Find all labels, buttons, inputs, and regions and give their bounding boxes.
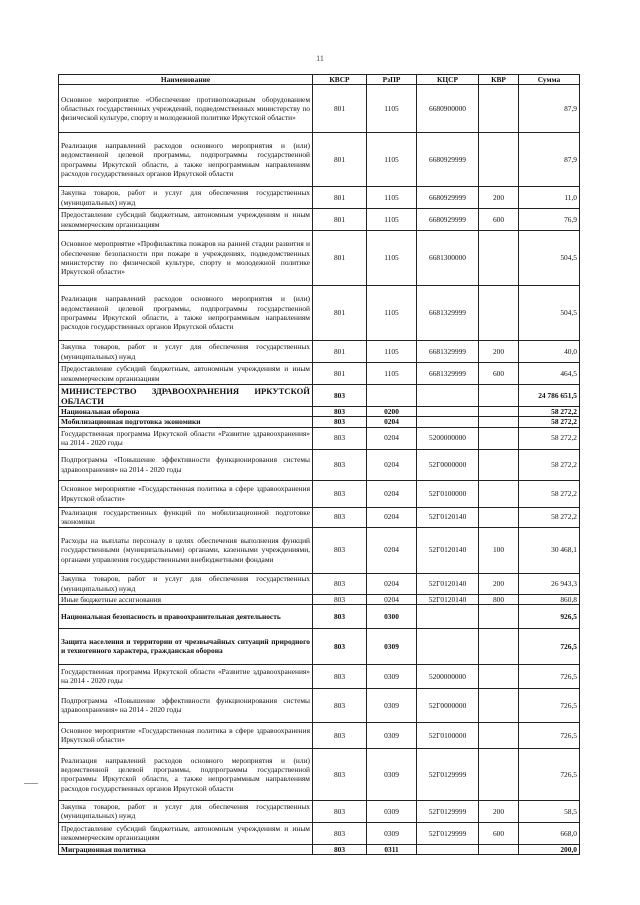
cell-sum: 726,5 <box>519 628 580 664</box>
cell-sum: 58 272,2 <box>519 427 580 449</box>
cell-kvsr: 803 <box>313 664 367 688</box>
table-body <box>59 85 580 855</box>
cell-name: Закупка товаров, работ и услуг для обеспечения государственных (муниципальных) нужд <box>59 800 313 822</box>
cell-rzpr: 0309 <box>367 748 417 800</box>
cell-sum: 504,5 <box>519 286 580 341</box>
cell-kvr <box>479 449 519 480</box>
cell-kvr <box>479 286 519 341</box>
cell-kvsr: 801 <box>313 363 367 385</box>
cell-kvr <box>479 385 519 407</box>
cell-rzpr: 1105 <box>367 187 417 209</box>
cell-kvsr: 803 <box>313 449 367 480</box>
cell-rzpr: 1105 <box>367 209 417 231</box>
cell-kvsr: 803 <box>313 407 367 417</box>
table-row <box>59 187 580 209</box>
table-row <box>59 800 580 822</box>
cell-kvr <box>479 664 519 688</box>
cell-rzpr: 1105 <box>367 363 417 385</box>
cell-kcsr <box>417 407 479 417</box>
table-row <box>59 133 580 187</box>
cell-sum: 464,5 <box>519 363 580 385</box>
cell-kvsr: 803 <box>313 844 367 854</box>
column-header-name: Наименование <box>59 75 313 85</box>
cell-kcsr: 6681329999 <box>417 341 479 363</box>
table-row <box>59 363 580 385</box>
table-row <box>59 844 580 854</box>
cell-name: Национальная безопасность и правоохранительная деятельность <box>59 604 313 628</box>
cell-name: Государственная программа Иркутской области «Развитие здравоохранения» на 2014 - 2020 годы <box>59 427 313 449</box>
table-row <box>59 231 580 286</box>
column-header-kcsr: КЦСР <box>417 75 479 85</box>
table-row <box>59 286 580 341</box>
cell-kcsr: 52Г0129999 <box>417 800 479 822</box>
cell-kcsr: 6681300000 <box>417 231 479 286</box>
cell-kvsr: 803 <box>313 594 367 604</box>
cell-sum: 726,5 <box>519 722 580 748</box>
cell-rzpr: 1105 <box>367 231 417 286</box>
column-header-kvr: КВР <box>479 75 519 85</box>
budget-table <box>58 74 580 855</box>
cell-rzpr: 0309 <box>367 722 417 748</box>
cell-name: Реализация направлений расходов основного мероприятия и (или) ведомственной целевой программы, подпрограммы государственной программы Иркутской области, а также непрограммным направлениям расходов государственных органов Иркутской области <box>59 286 313 341</box>
cell-kvr <box>479 722 519 748</box>
cell-sum: 200,0 <box>519 844 580 854</box>
cell-kvr <box>479 231 519 286</box>
cell-sum: 726,5 <box>519 748 580 800</box>
cell-sum: 58,5 <box>519 800 580 822</box>
cell-sum: 58 272,2 <box>519 480 580 507</box>
cell-kvsr: 801 <box>313 133 367 187</box>
cell-kvr: 800 <box>479 594 519 604</box>
cell-kvsr: 801 <box>313 187 367 209</box>
cell-name: Реализация направлений расходов основного мероприятия и (или) ведомственной целевой программы, подпрограммы государственной программы Иркутской области, а также непрограммным направлениям расходов государственных органов Иркутской области <box>59 748 313 800</box>
cell-kcsr: 6680900000 <box>417 85 479 133</box>
cell-rzpr: 0204 <box>367 594 417 604</box>
cell-name: Закупка товаров, работ и услуг для обеспечения государственных (муниципальных) нужд <box>59 573 313 594</box>
cell-rzpr: 0311 <box>367 844 417 854</box>
table-row <box>59 748 580 800</box>
cell-rzpr: 0309 <box>367 688 417 722</box>
cell-kcsr <box>417 385 479 407</box>
cell-kvr <box>479 85 519 133</box>
cell-kvr <box>479 688 519 722</box>
cell-sum: 58 272,2 <box>519 407 580 417</box>
cell-name: Основное мероприятие «Государственная политика в сфере здравоохранения Иркутской области» <box>59 480 313 507</box>
cell-kvsr: 803 <box>313 427 367 449</box>
cell-sum: 726,5 <box>519 664 580 688</box>
table-row <box>59 427 580 449</box>
cell-kvsr: 801 <box>313 85 367 133</box>
cell-sum: 504,5 <box>519 231 580 286</box>
table-row <box>59 417 580 427</box>
cell-kcsr: 52Г0129999 <box>417 822 479 844</box>
cell-name: Иные бюджетные ассигнования <box>59 594 313 604</box>
cell-kvsr: 803 <box>313 722 367 748</box>
cell-kvr: 100 <box>479 527 519 573</box>
table-row <box>59 573 580 594</box>
cell-kvr <box>479 748 519 800</box>
cell-kvr: 600 <box>479 209 519 231</box>
cell-kvr: 200 <box>479 187 519 209</box>
cell-sum: 87,9 <box>519 85 580 133</box>
cell-kvr <box>479 427 519 449</box>
cell-rzpr: 1105 <box>367 85 417 133</box>
cell-name: Закупка товаров, работ и услуг для обеспечения государственных (муниципальных) нужд <box>59 187 313 209</box>
table-row <box>59 688 580 722</box>
cell-kvsr: 801 <box>313 341 367 363</box>
cell-sum: 860,8 <box>519 594 580 604</box>
cell-kvsr: 803 <box>313 480 367 507</box>
cell-kcsr: 6681329999 <box>417 363 479 385</box>
cell-kvr <box>479 628 519 664</box>
table-row <box>59 341 580 363</box>
cell-kvr <box>479 844 519 854</box>
cell-kcsr: 52Г0120140 <box>417 594 479 604</box>
cell-rzpr: 1105 <box>367 286 417 341</box>
cell-kvsr: 801 <box>313 231 367 286</box>
column-header-rzpr: РзПР <box>367 75 417 85</box>
cell-kvsr: 803 <box>313 748 367 800</box>
cell-kvr: 600 <box>479 822 519 844</box>
table-row <box>59 628 580 664</box>
cell-rzpr: 1105 <box>367 133 417 187</box>
cell-sum: 58 272,2 <box>519 507 580 527</box>
cell-sum: 26 943,3 <box>519 573 580 594</box>
cell-rzpr: 0300 <box>367 604 417 628</box>
cell-name: Национальная оборона <box>59 407 313 417</box>
cell-name: Подпрограмма «Повышение эффективности функционирования системы здравоохранения» на 2014 - 2020 годы <box>59 688 313 722</box>
table-row <box>59 722 580 748</box>
cell-kcsr: 5200000000 <box>417 427 479 449</box>
cell-name: Миграционная политика <box>59 844 313 854</box>
table-row <box>59 209 580 231</box>
cell-kcsr: 6680929999 <box>417 187 479 209</box>
cell-kvsr: 803 <box>313 800 367 822</box>
cell-name: Государственная программа Иркутской области «Развитие здравоохранения» на 2014 - 2020 годы <box>59 664 313 688</box>
page-number: 11 <box>316 54 324 63</box>
cell-sum: 58 272,2 <box>519 449 580 480</box>
cell-kcsr: 6680929999 <box>417 209 479 231</box>
table-row <box>59 385 580 407</box>
cell-kcsr: 52Г0000000 <box>417 688 479 722</box>
cell-rzpr: 0204 <box>367 449 417 480</box>
cell-kcsr: 6681329999 <box>417 286 479 341</box>
cell-kvr <box>479 507 519 527</box>
table-row <box>59 480 580 507</box>
cell-rzpr: 0309 <box>367 822 417 844</box>
cell-kvr: 600 <box>479 363 519 385</box>
cell-kvsr: 803 <box>313 573 367 594</box>
cell-kcsr: 52Г0120140 <box>417 527 479 573</box>
cell-kcsr: 52Г0100000 <box>417 480 479 507</box>
table-row <box>59 449 580 480</box>
cell-sum: 30 468,1 <box>519 527 580 573</box>
cell-kvsr: 803 <box>313 688 367 722</box>
cell-name: Основное мероприятие «Государственная политика в сфере здравоохранения Иркутской области» <box>59 722 313 748</box>
cell-rzpr: 0309 <box>367 800 417 822</box>
cell-kvr <box>479 133 519 187</box>
cell-sum: 24 786 651,5 <box>519 385 580 407</box>
table-row <box>59 527 580 573</box>
cell-sum: 40,0 <box>519 341 580 363</box>
cell-kvsr: 803 <box>313 417 367 427</box>
cell-name: Подпрограмма «Повышение эффективности функционирования системы здравоохранения» на 2014 - 2020 годы <box>59 449 313 480</box>
cell-name: Предоставление субсидий бюджетным, автономным учреждениям и иным некоммерческим организациям <box>59 209 313 231</box>
cell-kvr <box>479 604 519 628</box>
cell-kvr: 200 <box>479 573 519 594</box>
cell-rzpr: 0204 <box>367 417 417 427</box>
cell-kvr <box>479 407 519 417</box>
cell-kcsr: 52Г0120140 <box>417 507 479 527</box>
cell-kvsr: 801 <box>313 286 367 341</box>
cell-name: Основное мероприятие «Профилактика пожаров на ранней стадии развития и обеспечение безопасности при пожаре в учреждениях, подведомственных министерству по физической культуре, спорту и молодежной политике Иркутской области» <box>59 231 313 286</box>
cell-name: Предоставление субсидий бюджетным, автономным учреждениям и иным некоммерческим организациям <box>59 822 313 844</box>
cell-kcsr: 52Г0100000 <box>417 722 479 748</box>
cell-kcsr: 52Г0120140 <box>417 573 479 594</box>
cell-name: Мобилизационная подготовка экономики <box>59 417 313 427</box>
cell-rzpr: 0200 <box>367 407 417 417</box>
table-row <box>59 822 580 844</box>
cell-kvr <box>479 480 519 507</box>
cell-sum: 668,0 <box>519 822 580 844</box>
cell-kcsr <box>417 417 479 427</box>
cell-sum: 76,9 <box>519 209 580 231</box>
cell-rzpr <box>367 385 417 407</box>
table-row <box>59 407 580 417</box>
cell-rzpr: 0204 <box>367 480 417 507</box>
scan-margin-mark <box>24 783 38 784</box>
cell-kvr <box>479 417 519 427</box>
table-row <box>59 604 580 628</box>
cell-name: Защита населения и территории от чрезвычайных ситуаций природного и техногенного характера, гражданская оборона <box>59 628 313 664</box>
cell-kvsr: 803 <box>313 527 367 573</box>
table-row <box>59 85 580 133</box>
cell-rzpr: 0204 <box>367 527 417 573</box>
cell-kvsr: 803 <box>313 604 367 628</box>
table-row <box>59 664 580 688</box>
cell-rzpr: 0204 <box>367 573 417 594</box>
cell-kvsr: 803 <box>313 385 367 407</box>
cell-kcsr <box>417 844 479 854</box>
cell-kcsr: 52Г0129999 <box>417 748 479 800</box>
cell-sum: 926,5 <box>519 604 580 628</box>
cell-name: Реализация направлений расходов основного мероприятия и (или) ведомственной целевой программы, подпрограммы государственной программы Иркутской области, а также непрограммным направлениям расходов государственных органов Иркутской области <box>59 133 313 187</box>
cell-kcsr: 6680929999 <box>417 133 479 187</box>
cell-kvsr: 803 <box>313 628 367 664</box>
cell-name: Закупка товаров, работ и услуг для обеспечения государственных (муниципальных) нужд <box>59 341 313 363</box>
cell-name: Реализация государственных функций по мобилизационной подготовке экономики <box>59 507 313 527</box>
table-row <box>59 507 580 527</box>
cell-rzpr: 0309 <box>367 628 417 664</box>
cell-rzpr: 0204 <box>367 507 417 527</box>
cell-sum: 11,0 <box>519 187 580 209</box>
cell-kcsr <box>417 628 479 664</box>
table-row <box>59 594 580 604</box>
cell-kvr: 200 <box>479 800 519 822</box>
cell-kvr: 200 <box>479 341 519 363</box>
cell-kvsr: 801 <box>313 209 367 231</box>
cell-sum: 726,5 <box>519 688 580 722</box>
cell-name: Основное мероприятие «Обеспечение противопожарным оборудованием областных государственных учреждений, подведомственных министерству по физической культуре, спорту и молодежной политике Иркутской области» <box>59 85 313 133</box>
cell-rzpr: 0309 <box>367 664 417 688</box>
cell-name: Расходы на выплаты персоналу в целях обеспечения выполнения функций государственными (муниципальными) органами, казенными учреждениями, органами управления государственными внебюджетными фондами <box>59 527 313 573</box>
cell-kcsr <box>417 604 479 628</box>
cell-name: МИНИСТЕРСТВО ЗДРАВООХРАНЕНИЯ ИРКУТСКОЙ ОБЛАСТИ <box>59 385 313 407</box>
cell-kvsr: 803 <box>313 507 367 527</box>
cell-kcsr: 52Г0000000 <box>417 449 479 480</box>
cell-sum: 58 272,2 <box>519 417 580 427</box>
cell-name: Предоставление субсидий бюджетным, автономным учреждениям и иным некоммерческим организациям <box>59 363 313 385</box>
cell-kcsr: 5200000000 <box>417 664 479 688</box>
column-header-sum: Сумма <box>519 75 580 85</box>
cell-sum: 87,9 <box>519 133 580 187</box>
column-header-kvsr: КВСР <box>313 75 367 85</box>
cell-kvsr: 803 <box>313 822 367 844</box>
table-header-row <box>59 75 580 85</box>
cell-rzpr: 0204 <box>367 427 417 449</box>
cell-rzpr: 1105 <box>367 341 417 363</box>
